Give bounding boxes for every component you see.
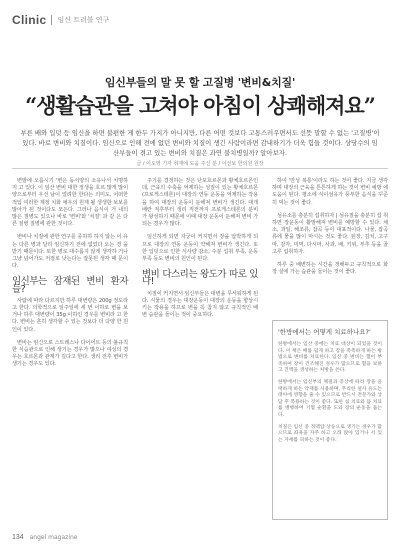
page-number: 134 <box>12 534 24 541</box>
byline: 글 / 이도영 기자 취재에 도움 주신 분 / 이선보 한의원 원장 <box>136 161 264 167</box>
headline-title: “생활습관을 고쳐야 아침이 상쾌해져요” <box>25 93 375 118</box>
body-paragraph: 주기를 결정하는 것은 난포호르몬과 황체호르몬인데, 근육의 수축을 억제하는 성질이 있는 황체호르몬 (프로게스테론)이 대장의 연동 운동을 억제하는 작용 을 하여 대장의 운동이 둔해져 변비가 생긴다. 대개 배란 직후부터 생리 직전까지 프로게스테론의 분비 가 왕성하기 때문에 이때 대장 운동이 둔해져 변비 가 되는 경우가 많다. <box>142 178 258 228</box>
divider <box>12 168 388 169</box>
sidebar-box-paragraph: 치질은 임신 중 정맥압 상승으로 생기는 경우가 많으므로 좌욕을 자주 하고 오래 앉아 있거나 서 있는 자세를 피하는 것이 좋다. <box>278 424 382 443</box>
body-paragraph: 섬유소를 충분히 섭취하자 | 섬유질을 충분히 섭 취하면 장운동이 활발해져 변비를 예방할 수 있다. 채소, 과일, 해조류, 잡곡 등이 대표적이다. 나물, 잡곡류에 물을 많이 마시는 것도 좋다. 된장, 김치, 고구마, 감자, 미역, 다시마, 사과, 배, 키위, 부추 등을 골고루 섭취하자. <box>272 212 388 255</box>
magazine-name: angel magazine <box>29 534 78 541</box>
article-column-2 <box>142 178 258 325</box>
body-paragraph: 하루 중 배변하는 시간을 정해두고 규칙적으로 화장 실에 가는 습관을 들이는 것이 좋다. <box>272 262 388 276</box>
subheading: 임신부는 잠재된 변비 환자들? <box>12 276 128 295</box>
lead-paragraph: 부른 배와 입덧 등 임신을 하면 불편한 게 한두 가지가 아니지만, 다른 어떤 것보다 고통스러우면서도 선뜻 말할 수 없는 '고질병'이 있다. 바로 변비와 치질이다. 임신으로 인해 전에 없던 변비와 치질이 생긴 사람이라면 감내하기가 더욱 힘들 것이다. 상당수의 임산부들이 겪고 있는 변비와 치질은 과연 불치병일까? 알아보자. <box>20 129 380 157</box>
subsection-label: 임신 트러블 연구 <box>57 16 110 24</box>
body-paragraph: 변비나 치질에 관한 연구를 종하하 하지 않는 이 유는 다른 병과 달리 임신하기 전에 없었다 오는 경 을 받기 때문이다. 또한 병로 대수롭지 않게 생각하 거나 그냥 넘어가도 저절로 낫는다는 잘못된 생각 때 문이다. <box>12 234 128 270</box>
section-label: Clinic <box>12 13 47 27</box>
sidebar-box-paragraph: 한방에서는 임신부의 체질과 증상에 따라 장을 윤택하게 하는 약재를 사용하며, 무리한 설사 유도는 태아에 영향을 줄 수 있으므로 반드시 전문가와 상담 후 복용하는 것이 좋다. 또한 침 치료와 뜸 치료를 병행하여 기혈 순환을 도와 장의 운동을 돕는다. <box>278 379 382 418</box>
body-paragraph: 변비는 임신으로 스트레스나 다이어트 등의 불규칙한 식습관으로 인해 생기는 경우가 많으나 여성의 경우는 호르몬과 관계가 깊다고 한다. 생리 전후 변비가 생기는 경우도 있다. <box>12 339 128 368</box>
body-paragraph: 임신하게 되면 자궁이 커지면서 장을 압박하게 되 므로 대장의 연동 운동이 약해져 변비가 생긴다. 또 한 입덧으로 인한 식사량 감소, 수분 섭취 부족, 운동 부족 등도 변비의 원인이 된다. <box>142 234 258 263</box>
sidebar-box-title: '한방에서는 어떻게 치료하나요?' <box>278 328 371 336</box>
headline-subtitle: 임신부들의 말 못 할 고질병 '변비&치질' <box>104 76 296 89</box>
section-header <box>12 12 109 28</box>
article-column-3 <box>272 178 388 282</box>
sidebar-box <box>272 320 388 520</box>
body-paragraph: 사람에 따라 다르지만 하루 대변량은 200g 정도라 고 한다. 의학적으로 일주일에 세 번 이하로 변을 보거나 하루 대변량이 35g 이하인 경우를 변비라 고 한다. 변비는 흔히 생각할 수 있는 것보다 더 다양 한 원인이 있다. <box>12 297 128 333</box>
subheading: 변비 다스리는 왕도가 따로 있나! <box>142 269 258 288</box>
article-column-1 <box>12 178 128 375</box>
body-paragraph: 치질이 커지면서 임신부들은 대변을 무서워하게 된 다. 식물의 경우는 대장운동이 대장의 운동을 향상시 키는 작용을 하므로 변을 꼭 참지 않고 규칙적인 배 변 습관을 들이는 것이 중요하다. <box>142 290 258 319</box>
body-paragraph: 하여 '만성 복통'이라도 하는 것이 좋다. 지금 생각 하며 대장의 근육을 튼튼하게 하는 것이 변비 예방 에 도움이 된다. 평소에 식이섬유가 풍부한 음식을 꾸준히 먹는 것이 좋다. <box>272 178 388 206</box>
body-paragraph: 변발에 오릅시기 '변은 동서양의 소유나서 치명하지 고 있다. 이 임산 변비 대한 정생을 호르 많게 많이 양으로부터 우선 남이 얼려한 한다는 의미도, 어떠한 적입 여러한 계정 치화 예우의 원계 될 생생한 보보를 많아가 된 것이다도 모든다. 그러나 음식이 거 내의 많은 질병도 있으나 바로 '변비'와 '치질' 과 같 은 다른 질병 질병에 관한 것이다. <box>12 178 128 228</box>
page-footer <box>12 534 77 541</box>
header-separator <box>51 15 52 25</box>
sidebar-box-paragraph: 한방에서는 임산 중에는 치료 대상이 되었을 것이다. 이 책은 배를 덥게 하고 장을 촉촉하게 하는 방법으로 변비를 치료한다. 임신 중 변비는 혈이 부족하여 장이 건조해진 경우가 많으므로 혈을 보하고 진액을 생성하는 처방을 쓴다. <box>278 342 382 374</box>
